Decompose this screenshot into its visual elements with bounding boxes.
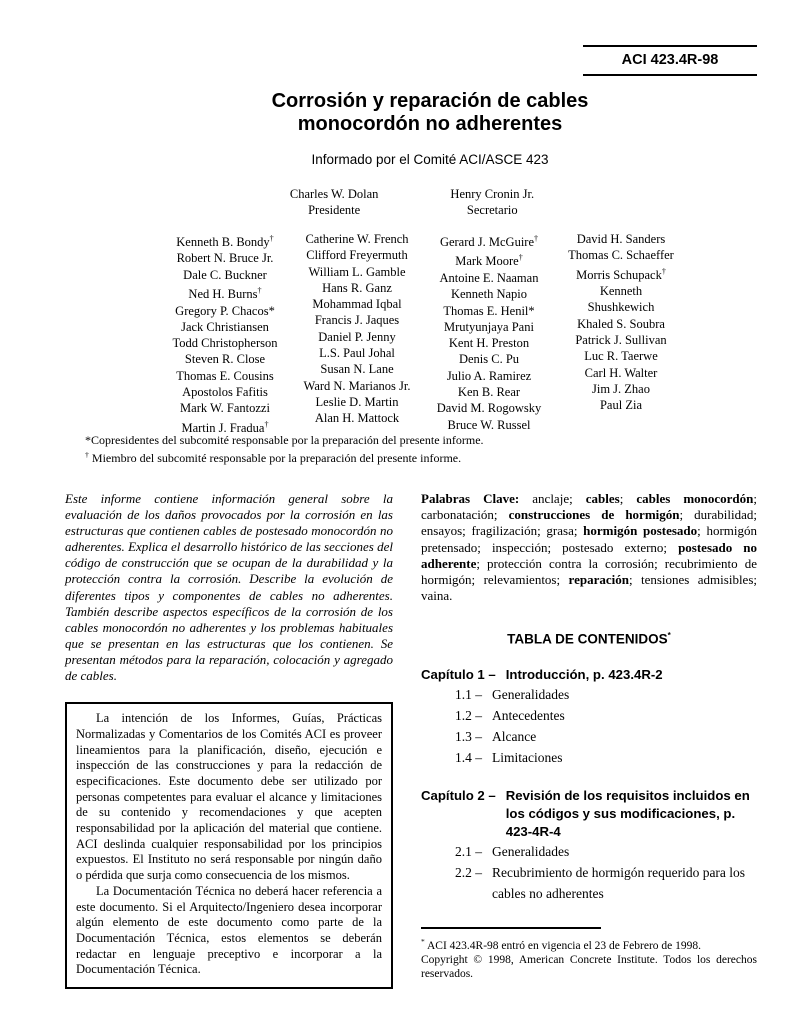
- toc-item: [421, 684, 757, 705]
- member-name: Dale C. Buckner: [183, 267, 267, 282]
- member-name: Leslie D. Martin: [315, 394, 399, 409]
- member-name: Bruce W. Russel: [447, 417, 531, 432]
- officer: [450, 186, 534, 218]
- member-name: William L. Gamble: [308, 264, 406, 279]
- toc-item: [421, 862, 757, 904]
- member-name: Paul Zia: [599, 398, 642, 413]
- member-footnote: *Copresidentes del subcomité responsable por la preparación del presente informe.: [85, 433, 484, 447]
- toc-item-label: Antecedentes: [492, 707, 565, 723]
- disclaimer-paragraph-1: La intención de los Informes, Guías, Prácticas Normalizadas y Comentarios de los Comités ACI es proveer lineamientos para la planificación, diseño, ejecución e inspección de las construcciones y para la redacción de especificaciones. Este documento debe ser utilizado por personas competentes para evaluar el alcance y limitaciones de su contenido y recomendaciones y que acepten responsabilidad por la aplicación del material que contiene. ACI deslinda cualquier responsabilidad por los principios expuestos. El Instituto no será responsable por ningún daño o pérdida que surja como consecuencia de los mismos.: [76, 711, 382, 883]
- keyword-bold: reparación: [568, 572, 629, 588]
- toc-heading: [421, 631, 757, 647]
- footnote-rule: [421, 927, 601, 929]
- member-name: L.S. Paul Johal: [319, 346, 395, 361]
- toc-chapter-label: Capítulo 2 –: [421, 787, 496, 803]
- member-name: Steven R. Close: [184, 352, 266, 367]
- officer-name: Henry Cronin Jr.: [450, 187, 535, 201]
- body-columns: [65, 491, 757, 989]
- officers-row: [92, 186, 732, 218]
- toc-chapter-title: Revisión de los requisitos incluidos en los códigos y sus modificaciones, p. 423-4R-4: [505, 787, 750, 839]
- member-name: Mohammad Iqbal: [312, 297, 402, 312]
- member-name: Daniel P. Jenny: [318, 329, 396, 344]
- member-name: Clifford Freyermuth: [306, 248, 408, 263]
- toc-item-number: 2.1 –: [455, 843, 482, 859]
- committee-column-1: [159, 231, 291, 436]
- member-footnotes: [85, 433, 484, 465]
- officer-role: Secretario: [466, 203, 518, 217]
- keyword-text: ; carbonatación;: [421, 491, 757, 523]
- right-column: [421, 491, 757, 989]
- member-name: Susan N. Lane: [320, 362, 394, 377]
- toc-chapter-heading: [421, 787, 757, 841]
- title-line-1: Corrosión y reparación de cables: [271, 90, 589, 112]
- keyword-bold: hormigón postesado: [583, 523, 698, 539]
- member-name: Alan H. Mattock: [314, 411, 400, 426]
- footnote-effective-date: * ACI 423.4R-98 entró en vigencia el 23 de Febrero de 1998.: [421, 936, 701, 952]
- member-name: Francis J. Jaques: [314, 313, 400, 328]
- toc-item-label: Generalidades: [492, 843, 570, 859]
- keyword-bold: construcciones de hormigón: [508, 507, 680, 523]
- toc-item: [421, 841, 757, 862]
- keyword-text: ; protección contra la corrosión; recubrimiento de hormigón; relevamientos;: [421, 555, 757, 588]
- keyword-text: ; durabilidad; ensayos; fragilización; grasa;: [421, 507, 757, 539]
- toc-item-number: 1.3 –: [455, 728, 482, 744]
- member-name: Gregory P. Chacos*: [175, 303, 275, 318]
- member-name: Kenneth Shushkewich: [587, 284, 655, 315]
- toc-heading-footnote-mark: *: [667, 631, 671, 641]
- member-name: Julio A. Ramirez: [446, 368, 532, 383]
- toc-item-number: 1.2 –: [455, 707, 482, 723]
- member-name: Ned H. Burns†: [188, 286, 262, 302]
- committee-column-3: [423, 231, 555, 436]
- toc-item-number: 2.2 –: [455, 864, 482, 880]
- member-name: Apostolos Fafitis: [182, 384, 268, 399]
- keyword-bold: cables monocordón: [636, 491, 754, 506]
- document-title: [110, 90, 750, 136]
- title-line-2: monocordón no adherentes: [297, 113, 563, 135]
- member-name: Jack Christiansen: [181, 319, 269, 334]
- disclaimer-box: [65, 702, 393, 989]
- toc-chapter-heading: [421, 666, 757, 684]
- member-name: Denis C. Pu: [458, 352, 520, 367]
- officer-role: Presidente: [308, 203, 361, 217]
- member-name: Patrick J. Sullivan: [575, 332, 667, 347]
- keyword-bold: cables: [585, 491, 620, 506]
- toc-item-label: Limitaciones: [492, 749, 563, 765]
- member-name: Luc R. Taerwe: [584, 349, 658, 364]
- member-name: Antoine E. Naaman: [439, 270, 539, 285]
- member-name: Morris Schupack†: [576, 266, 666, 282]
- toc-chapter-2: [421, 787, 757, 904]
- toc-chapter-title: Introducción, p. 423.4R-2: [505, 666, 663, 682]
- left-column: [65, 491, 393, 989]
- footnote-asterisk-mark: *: [421, 936, 425, 946]
- member-name: Ken B. Rear: [457, 384, 521, 399]
- keywords-paragraph: [421, 491, 757, 604]
- member-name: Kenneth B. Bondy†: [176, 234, 274, 250]
- member-name: Martin J. Fradua†: [181, 419, 269, 435]
- member-name: David M. Rogowsky: [436, 401, 542, 416]
- disclaimer-paragraph-2: La Documentación Técnica no deberá hacer referencia a este documento. Si el Arquitecto/Ingeniero desea incorporar algún elemento de este documento como parte de la Documentación Técnica, estos elementos se deberán redactar en lenguaje preceptivo e incorporar a la Documentación Técnica.: [76, 883, 382, 977]
- member-name: Catherine W. French: [305, 232, 409, 246]
- toc-chapter-label: Capítulo 1 –: [421, 666, 496, 682]
- member-name: Mark W. Fantozzi: [180, 401, 270, 416]
- toc-item: [421, 726, 757, 747]
- abstract-paragraph: Este informe contiene información general sobre la evaluación de los daños provocados por la corrosión en las estructuras que contienen cables de postesado monocordón no adherentes. Explica el desarrollo histórico de las secciones del código de construcción que se ocupan de la durabilidad y la protección contra la corrosión. Describe la evolución de diferentes tipos y componentes de cables no adherentes. También describe aspectos específicos de la corrosión de los cables monocordón no adherentes y los problemas habituales que se presentan en las estructuras que los contienen. Se presentan métodos para la reparación, colocación y agregado de cables.: [65, 491, 393, 684]
- doc-number: ACI 423.4R-98: [621, 52, 719, 68]
- committee-subtitle: Informado por el Comité ACI/ASCE 423: [311, 152, 549, 167]
- member-name: Mark Moore†: [455, 253, 523, 269]
- toc-item-label: Generalidades: [492, 686, 570, 702]
- member-name: David H. Sanders: [576, 232, 666, 246]
- member-name: Thomas C. Schaeffer: [568, 248, 674, 263]
- toc-item-label: Recubrimiento de hormigón requerido para los cables no adherentes: [492, 864, 746, 901]
- toc-item-label: Alcance: [492, 728, 537, 744]
- toc-chapter-1: [421, 666, 757, 768]
- toc-chapters: [421, 666, 757, 904]
- member-name: Thomas E. Henil*: [443, 303, 535, 318]
- member-name: Robert N. Bruce Jr.: [176, 251, 274, 266]
- toc-item: [421, 747, 757, 768]
- keyword-text: anclaje;: [519, 491, 586, 506]
- officer: [290, 186, 379, 218]
- committee-column-2: [291, 231, 423, 436]
- member-name: Khaled S. Soubra: [577, 316, 665, 331]
- footnote-copyright: Copyright © 1998, American Concrete Institute. Todos los derechos reservados.: [421, 953, 757, 981]
- committee-column-4: [555, 231, 687, 436]
- officer-name: Charles W. Dolan: [289, 187, 379, 201]
- member-name: Kent H. Preston: [448, 336, 530, 351]
- member-name: Jim J. Zhao: [592, 381, 650, 396]
- toc-item: [421, 705, 757, 726]
- member-name: Kenneth Napio: [450, 287, 528, 302]
- member-name: Todd Christopherson: [172, 336, 278, 351]
- member-name: Carl H. Walter: [584, 365, 658, 380]
- page-footnote: [421, 927, 757, 981]
- doc-number-badge: [583, 45, 757, 76]
- keyword-text: ;: [619, 491, 637, 506]
- member-name: Hans R. Ganz: [322, 280, 392, 295]
- toc-item-number: 1.1 –: [455, 686, 482, 702]
- member-footnote: † Miembro del subcomité responsable por la preparación del presente informe.: [85, 449, 462, 465]
- keyword-bold: Palabras Clave:: [421, 491, 520, 506]
- toc-item-number: 1.4 –: [455, 749, 482, 765]
- keyword-text: ; hormigón pretensado; inspección; postesado externo;: [421, 523, 757, 555]
- member-name: Ward N. Marianos Jr.: [303, 378, 411, 393]
- member-name: Mrutyunjaya Pani: [444, 319, 534, 334]
- member-name: Thomas E. Cousins: [176, 368, 274, 383]
- member-name: Gerard J. McGuire†: [439, 234, 539, 250]
- keyword-bold: postesado no adherente: [421, 539, 757, 571]
- toc-heading-text: TABLA DE CONTENIDOS: [507, 631, 668, 647]
- committee-grid: [159, 231, 689, 436]
- keyword-text: ; tensiones admisibles; vaina.: [421, 572, 757, 604]
